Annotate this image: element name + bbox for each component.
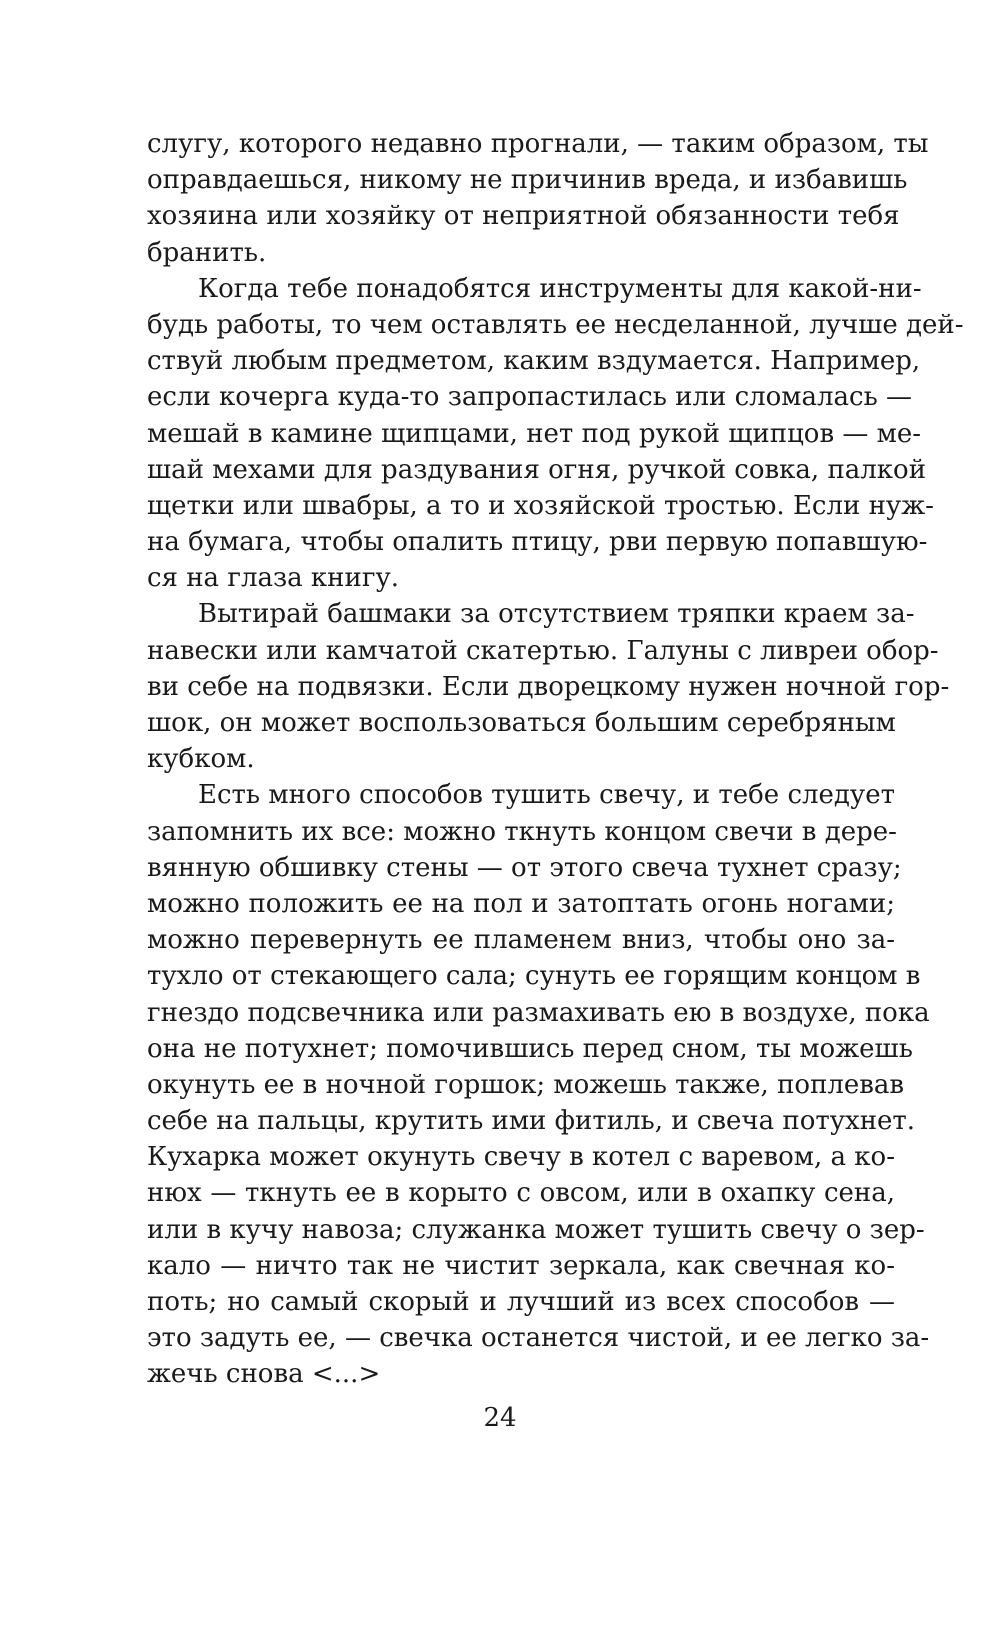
text-line: жечь снова <...> [147,1359,381,1390]
body-text [147,126,964,1393]
text-line: слугу, которого недавно прогнали, — таким образом, ты [147,129,929,159]
text-line: оправдаешься, никому не причинив вреда, и избавишь [147,165,908,196]
text-line: на бумага, чтобы опалить птицу, рви первую попавшую- [147,527,928,558]
text-line: окунуть ее в ночной горшок; можешь также, поплевав [147,1069,905,1100]
text-line: Вытирай башмаки за отсутствием тряпки краем за- [198,599,915,630]
text-line: шай мехами для раздувания огня, ручкой совка, палкой [147,454,927,485]
paragraph-4 [147,777,930,1392]
text-line: щетки или швабры, а то и хозяйской тростью. Если нуж- [147,490,934,521]
text-line: кало — ничто так не чистит зеркала, как свечная ко- [147,1250,895,1281]
text-line: нюх — ткнуть ее в корыто с овсом, или в охапку сена, [147,1178,895,1209]
paragraph-2 [147,271,964,597]
text-line: ви себе на подвязки. Если дворецкому нужен ночной гор- [147,671,950,702]
text-line: бранить. [147,237,267,268]
text-line: Кухарка может окунуть свечу в котел с варевом, а ко- [147,1142,895,1173]
text-line: Есть много способов тушить свечу, и тебе следует [198,780,895,811]
text-line: поть; но самый скорый и лучший из всех способов — [147,1287,895,1317]
text-line: она не потухнет; помочившись перед сном, ты можешь [147,1033,913,1064]
text-line: кубком. [147,744,255,775]
text-line: или в кучу навоза; служанка может тушить свечу о зер- [147,1214,925,1245]
text-line: навески или камчатой скатертью. Галуны с ливреи обор- [147,635,939,666]
text-line: это задуть ее, — свечка останется чистой, и ее легко за- [147,1323,930,1354]
text-line: если кочерга куда-то запропастилась или сломалась — [147,382,913,413]
text-line: мешай в камине щипцами, нет под рукой щипцов — ме- [147,418,922,449]
text-line: гнездо подсвечника или размахивать ею в воздухе, пока [147,997,930,1028]
text-line: будь работы, то чем оставлять ее несделанной, лучше дей- [147,309,964,340]
text-line: можно перевернуть ее пламенем вниз, чтобы оно за- [147,925,895,956]
text-line: вянную обшивку стены — от этого свеча тухнет сразу; [147,852,902,883]
text-line: тухло от стекающего сала; сунуть ее горящим концом в [147,961,921,992]
text-line: запомнить их все: можно ткнуть концом свечи в дере- [147,816,897,847]
text-line: можно положить ее на пол и затоптать огонь ногами; [147,888,895,919]
text-line: шок, он может воспользоваться большим серебряным [147,708,896,738]
text-line: Когда тебе понадобятся инструменты для какой-ни- [198,273,922,304]
text-line: себе на пальцы, крутить ими фитиль, и свеча потухнет. [147,1106,916,1137]
text-line: хозяина или хозяйку от неприятной обязанности тебя [147,201,900,232]
page-number: 24 [483,1403,517,1433]
paragraph-1 [147,126,929,271]
text-line: ся на глаза книгу. [147,563,400,594]
text-line: ствуй любым предметом, каким вздумается. Например, [147,346,921,377]
paragraph-3 [147,596,950,777]
